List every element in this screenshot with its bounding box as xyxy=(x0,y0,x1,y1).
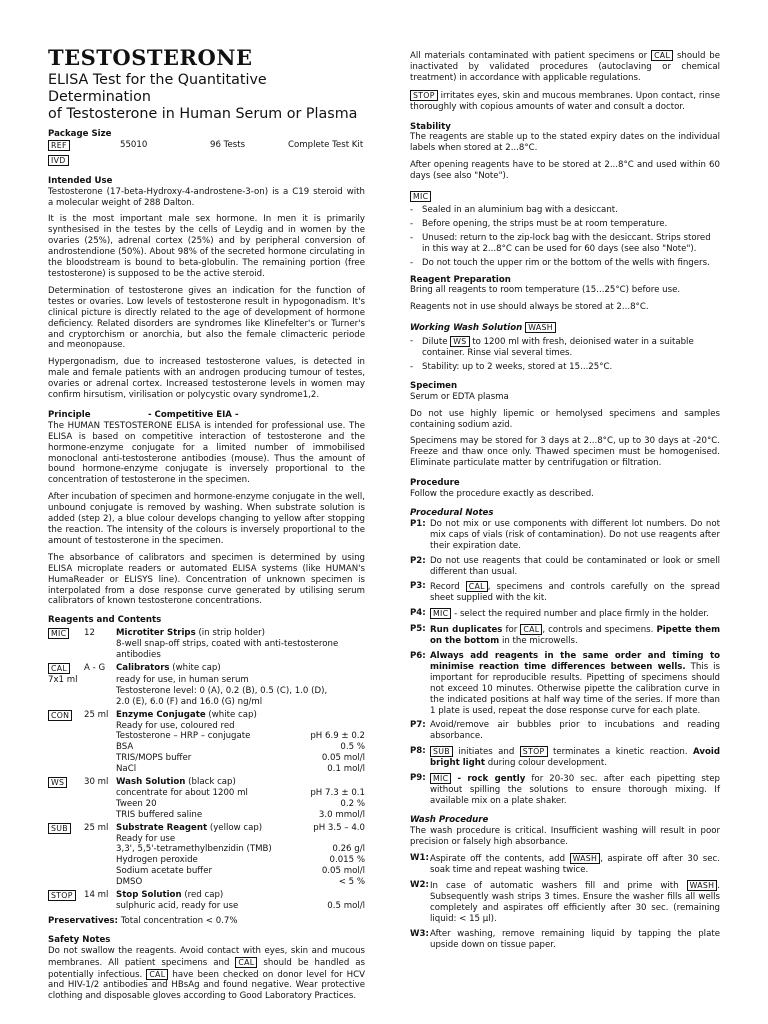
intended-use-paragraph: Hypergonadism, due to increased testosterone values, is detected in male and female patients with an androgen producing tumour of testes, ovaries or adrenal cortex. Increased testosterone levels in women may confirm hirsutism, virilisation or polycystic ovary syndrome1,2. xyxy=(48,357,365,401)
reagent-desc: Ready for use xyxy=(116,833,176,844)
kit-type: Complete Test Kit xyxy=(288,140,364,151)
reagent-prep-paragraph: Reagents not in use should always be stored at 2...8°C. xyxy=(410,302,649,313)
procedural-note: P5: Run duplicates for CAL , controls and specimens. Pipette them on the bottom in the microwells. xyxy=(410,624,721,647)
reagent-ph: pH 3.5 – 4.0 xyxy=(313,822,365,833)
list-item: - Do not touch the upper rim or the bottom of the wells with fingers. xyxy=(410,257,710,268)
intended-use-heading: Intended Use xyxy=(48,175,113,186)
wash-procedure-paragraph: The wash procedure is critical. Insufficient washing will result in poor precision or falsely high absorbance. xyxy=(410,825,720,847)
reagent-component: NaCl 0.1 mol/l xyxy=(116,764,365,775)
reagent-sub xyxy=(48,823,365,888)
wash-step: W2: In case of automatic washers fill and prime with WASH . Subsequently wash strips 3 times. Ensure the washer fills all wells completely and aspirates off efficiently after 30 sec. (remaining liquid: < 15 µl). xyxy=(410,880,720,924)
reagent-qty: A - G xyxy=(84,662,106,673)
reagent-cal xyxy=(48,663,365,675)
package-size-heading: Package Size xyxy=(48,129,112,139)
specimen-paragraph: Specimens may be stored for 3 days at 2...8°C, up to 30 days at -20°C. Freeze and thaw once only. Thawed specimen must be homogenised. Eliminate particulate matter by centrifugation or filtration. xyxy=(410,436,720,469)
mic-symbol: MIC xyxy=(430,608,451,619)
left-column xyxy=(48,0,365,1008)
intended-use-paragraph: It is the most important male sex hormone. In men it is primarily synthesised in the testes by the cells of Leydig and in women by the ovaries (25%), adrenal cortex (25%) and by peripheral conversion of androstendione (50%). About 98% of the secreted hormone circulating in the bloodstream is bound to beta-globulin. The remaining portion (free testosterone) is supposed to be the active steroid. xyxy=(48,214,365,279)
mic-symbol: MIC xyxy=(48,628,69,639)
wash-symbol: WASH xyxy=(570,853,601,864)
reagent-component: Hydrogen peroxide 0.015 % xyxy=(116,855,365,866)
stop-warning-paragraph: STOP irritates eyes, skin and mucous membranes. Upon contact, rinse thoroughly with copious amounts of water and consult a doctor. xyxy=(410,90,720,112)
reagent-component: concentrate for about 1200 ml pH 7.3 ± 0.1 xyxy=(116,787,365,798)
principle-heading-row xyxy=(48,410,365,421)
reagent-qty: 25 ml xyxy=(84,709,109,720)
document-subtitle xyxy=(48,72,365,123)
cal-symbol: CAL xyxy=(651,50,673,61)
list-item: - Stability: up to 2 weeks, stored at 15...25°C. xyxy=(410,361,613,372)
cal-symbol: CAL xyxy=(466,581,488,592)
wash-step: W1: Aspirate off the contents, add WASH , aspirate off after 30 sec. soak time and repeat washing twice. xyxy=(410,853,720,876)
reagent-name: Calibrators xyxy=(116,662,170,673)
calibrator-levels: Testosterone level: 0 (A), 0.2 (B), 0.5 (C), 1.0 (D), xyxy=(116,685,328,696)
wash-procedure-heading: Wash Procedure xyxy=(410,814,489,825)
list-item: - Before opening, the strips must be at room temperature. xyxy=(410,218,668,229)
stability-heading: Stability xyxy=(410,121,451,132)
reagent-desc: ready for use, in human serum xyxy=(116,674,249,685)
mic-symbol: MIC xyxy=(410,191,431,202)
cal-symbol: CAL xyxy=(48,663,70,674)
reagent-name: Enzyme Conjugate xyxy=(116,709,206,720)
principle-paragraph: After incubation of specimen and hormone-enzyme conjugate in the well, unbound conjugate is removed by washing. When substrate solution is added (step 2), a blue colour develops changing to yellow after stopping the reaction. The intensity of the colours is inversely proportional to the amount of testosterone in the specimen. xyxy=(48,492,365,546)
reagent-mic xyxy=(48,628,365,661)
reagent-cal-details xyxy=(48,675,365,708)
reagent-note: (white cap) xyxy=(172,662,221,673)
procedure-paragraph: Follow the procedure exactly as described. xyxy=(410,489,594,500)
reagent-name: Wash Solution xyxy=(116,777,186,788)
reagent-component: TRIS buffered saline 3.0 mmol/l xyxy=(116,809,365,820)
preservatives-text: Total concentration < 0.7% xyxy=(120,915,238,926)
reagents-heading: Reagents and Contents xyxy=(48,615,162,626)
test-count: 96 Tests xyxy=(210,140,246,151)
specimen-heading: Specimen xyxy=(410,380,458,391)
principle-heading: Principle xyxy=(48,409,91,420)
stability-paragraph: The reagents are stable up to the stated expiry dates on the individual labels when stored at 2...8°C. xyxy=(410,132,720,154)
list-item: - Sealed in an aluminium bag with a desiccant. xyxy=(410,204,618,215)
subtitle-line-1: ELISA Test for the Quantitative Determination xyxy=(48,72,267,105)
procedure-heading: Procedure xyxy=(410,478,460,489)
right-column xyxy=(410,50,720,955)
reagent-component: DMSO < 5 % xyxy=(116,877,365,888)
reagent-qty: 12 xyxy=(84,628,95,639)
con-symbol: CON xyxy=(48,710,72,721)
principle-paragraph: The HUMAN TESTOSTERONE ELISA is intended for professional use. The ELISA is based on competitive interaction of testosterone and the hormone-enzyme conjugate for a limited number of immobilised monoclonal anti-testosterone antibodies (mouse). Thus the amount of bound hormone-enzyme conjugate is inversely proportional to the concentration of testosterone in the specimen. xyxy=(48,420,365,486)
procedural-note: P9: MIC - rock gently for 20-30 sec. after each pipetting step without spilling the solutions to ensure thorough mixing. If available mix on a plate shaker. xyxy=(410,773,720,806)
ws-symbol: WS xyxy=(450,336,469,347)
reagent-component: Sodium acetate buffer 0.05 mol/l xyxy=(116,866,365,877)
reagent-note: (yellow cap) xyxy=(209,822,263,833)
wash-step: W3: After washing, remove remaining liquid by tapping the plate upside down on tissue paper. xyxy=(410,928,720,950)
wash-symbol: WASH xyxy=(687,880,718,891)
reagent-preparation-heading: Reagent Preparation xyxy=(410,274,511,285)
principle-method: - Competitive EIA - xyxy=(148,409,239,420)
sub-symbol: SUB xyxy=(430,746,453,757)
mic-storage-list xyxy=(410,205,720,269)
calibrator-levels: 2.0 (E), 6.0 (F) and 16.0 (G) ng/ml xyxy=(116,696,263,707)
reagent-name: Substrate Reagent xyxy=(116,822,208,833)
specimen-paragraph: Do not use highly lipemic or hemolysed specimens and samples containing sodium azid. xyxy=(410,408,720,430)
package-row xyxy=(48,140,365,152)
reagent-name: Microtiter Strips xyxy=(116,628,196,639)
ref-symbol: REF xyxy=(48,140,70,151)
reagent-component: Testosterone – HRP – conjugate pH 6.9 ± 0.2 xyxy=(116,731,365,742)
reagent-desc: 8-well snap-off strips, coated with anti-testosterone antibodies xyxy=(116,639,339,661)
cal-symbol: CAL xyxy=(235,957,257,968)
reagent-qty: 25 ml xyxy=(84,822,109,833)
principle-paragraph: The absorbance of calibrators and specimen is determined by using ELISA microplate readers or automated ELISA systems (like HUMAN's HumaReader or ELISYS line). Concentration of unknown specimen is interpolated from a dose response curve generated by utilising serum calibrators of known testosterone concentrations. xyxy=(48,552,365,607)
intended-use-paragraph: Testosterone (17-beta-Hydroxy-4-androstene-3-on) is a C19 steroid with a molecular weight of 288 Dalton. xyxy=(48,186,365,208)
preservatives-line xyxy=(48,916,365,927)
ws-symbol: WS xyxy=(48,777,67,788)
reagent-note: (red cap) xyxy=(184,890,224,901)
ref-number: 55010 xyxy=(120,140,148,151)
cal-symbol: CAL xyxy=(520,624,542,635)
reagent-name: Stop Solution xyxy=(116,890,182,901)
working-wash-solution-heading: Working Wash Solution WASH xyxy=(410,322,720,334)
subtitle-line-2: of Testosterone in Human Serum or Plasma xyxy=(48,106,358,122)
document-title: TESTOSTERONE xyxy=(48,45,253,70)
list-item: - Dilute WS to 1200 ml with fresh, deionised water in a suitable container. Rinse vial several times. xyxy=(410,336,694,359)
stop-symbol: STOP xyxy=(520,746,548,757)
reagent-component: Tween 20 0.2 % xyxy=(116,798,365,809)
preservatives-label: Preservatives: xyxy=(48,915,118,926)
stop-symbol: STOP xyxy=(410,90,438,101)
wash-solution-list xyxy=(410,336,720,373)
reagent-qty: 7x1 ml xyxy=(48,674,78,685)
cal-symbol: CAL xyxy=(146,969,168,980)
procedural-note: P7: Avoid/remove air bubbles prior to incubations and reading absorbance. xyxy=(410,720,720,742)
procedural-note: P6: Always add reagents in the same order and timing to minimise reaction time differences between wells. This is important for reproducible results. Pipetting of specimens should not exceed 10 minutes. Otherwise pipette the calibration curve in the indicated positions at half way time of the series. If more than 1 plate is used, repeat the dose response curve for each plate. xyxy=(410,650,720,716)
safety-heading: Safety Notes xyxy=(48,934,111,945)
safety-paragraph: Do not swallow the reagents. Avoid contact with eyes, skin and mucous membranes. All patient specimens and CAL should be handled as potentially infectious. CAL have been checked on donor level for HCV and HIV-1/2 antibodies and HBsAg and found negative. Wear protective clothing and disposable gloves according to Good Laboratory Practices. xyxy=(48,945,365,1002)
procedural-notes-heading: Procedural Notes xyxy=(410,508,494,518)
procedural-note: P4: MIC - select the required number and place firmly in the holder. xyxy=(410,608,709,620)
reagent-note: (white cap) xyxy=(208,709,257,720)
reagent-qty: 30 ml xyxy=(84,777,109,788)
sub-symbol: SUB xyxy=(48,823,71,834)
procedural-note: P3: Record CAL , specimens and controls carefully on the spread sheet supplied with the kit. xyxy=(410,581,721,604)
reagent-note: (black cap) xyxy=(188,777,236,788)
reagent-prep-paragraph: Bring all reagents to room temperature (15...25°C) before use. xyxy=(410,285,681,296)
reagent-concentration: 0.5 mol/l xyxy=(327,901,365,911)
reagent-note: (in strip holder) xyxy=(198,628,266,639)
reagent-component: 3,3', 5,5'-tetramethylbenzidin (TMB) 0.26 g/l xyxy=(116,844,365,855)
procedural-note: P8: SUB initiates and STOP terminates a kinetic reaction. Avoid bright light during colour development. xyxy=(410,746,720,769)
list-item: - Unused: return to the zip-lock bag with the desiccant. Strips stored in this way at 2...8°C can be used for 60 days (see also "Note"). xyxy=(410,232,711,254)
reagent-desc: Ready for use, coloured red xyxy=(116,720,235,731)
reagent-component: BSA 0.5 % xyxy=(116,742,365,753)
ivd-symbol: IVD xyxy=(48,155,69,166)
reagent-con xyxy=(48,710,365,775)
reagent-desc: sulphuric acid, ready for use xyxy=(116,901,239,911)
specimen-paragraph: Serum or EDTA plasma xyxy=(410,391,509,402)
reagent-qty: 14 ml xyxy=(84,890,109,901)
intended-use-paragraph: Determination of testosterone gives an indication for the function of testes or ovaries. Low levels of testosterone result in hypogonadism. It's clinical picture is directly related to the age of development of hormone deficiency. Related disorders are syndromes like Klinefelter's or Turner's and cryptorchism or anorchia, but also the female climacteric periode and meonopause. xyxy=(48,285,365,351)
materials-paragraph: All materials contaminated with patient specimens or CAL should be inactivated by validated procedures (autoclaving or chemical treatment) in accordance with applicable regulations. xyxy=(410,51,720,83)
reagent-stop xyxy=(48,890,365,912)
procedural-note: P2: Do not use reagents that could be contaminated or look or smell different than usual. xyxy=(410,555,720,577)
stability-paragraph: After opening reagents have to be stored at 2...8°C and used within 60 days (see also "Note"). xyxy=(410,160,720,182)
stop-symbol: STOP xyxy=(48,890,76,901)
mic-symbol: MIC xyxy=(430,773,451,784)
reagent-ws xyxy=(48,777,365,821)
wash-symbol: WASH xyxy=(525,322,556,333)
reagent-component: TRIS/MOPS buffer 0.05 mol/l xyxy=(116,753,365,764)
procedural-note: P1: Do not mix or use components with different lot numbers. Do not mix caps of vials (risk of contamination). Do not use reagents after their expiration date. xyxy=(410,518,720,551)
